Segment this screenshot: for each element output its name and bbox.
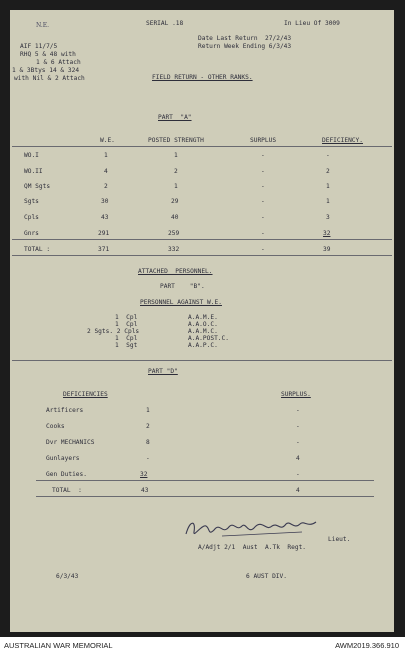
col-we: W.E. bbox=[100, 137, 115, 144]
table-bottom-rule bbox=[12, 255, 392, 256]
row-posted: 1 bbox=[174, 152, 178, 159]
part-d-total-rule bbox=[36, 480, 374, 481]
row-posted: 2 bbox=[174, 168, 178, 175]
part-d-deficiency: 2 bbox=[146, 423, 150, 430]
row-we: 30 bbox=[101, 198, 109, 205]
archive-name: AUSTRALIAN WAR MEMORIAL bbox=[4, 641, 113, 650]
attached-unit: A.A.M.C. bbox=[188, 328, 218, 335]
part-a-label: PART "A" bbox=[158, 114, 192, 121]
total-posted: 332 bbox=[168, 246, 180, 253]
part-d-item: Cooks bbox=[46, 423, 65, 430]
col-deficiency: DEFICIENCY. bbox=[322, 137, 363, 144]
row-deficiency: 3 bbox=[326, 214, 330, 221]
col-posted: POSTED STRENGTH bbox=[148, 137, 204, 144]
part-b-label: PART "B". bbox=[160, 283, 205, 290]
total-deficiency: 39 bbox=[323, 246, 331, 253]
part-d-deficiency: 1 bbox=[146, 407, 150, 414]
part-d-surplus: 4 bbox=[296, 455, 300, 462]
row-deficiency: 2 bbox=[326, 168, 330, 175]
row-surplus: - bbox=[261, 168, 265, 175]
attached-qty: 1 Cpl bbox=[115, 335, 138, 342]
part-d-total-label: TOTAL : bbox=[52, 487, 82, 494]
row-surplus: - bbox=[261, 183, 265, 190]
table-top-rule bbox=[12, 146, 392, 147]
date-last-return: Date Last Return 27/2/43 bbox=[198, 35, 292, 42]
unit-line-5: with Nil & 2 Attach bbox=[14, 75, 85, 82]
surplus-heading: SURPLUS. bbox=[281, 391, 311, 398]
part-d-total-surplus: 4 bbox=[296, 487, 300, 494]
part-d-deficiency: 8 bbox=[146, 439, 150, 446]
row-posted: 40 bbox=[171, 214, 179, 221]
row-surplus: - bbox=[261, 214, 265, 221]
unit-line-3: 1 & 6 Attach bbox=[36, 59, 81, 66]
personnel-against-we: PERSONNEL AGAINST W.E. bbox=[140, 299, 222, 306]
col-surplus: SURPLUS bbox=[250, 137, 277, 144]
attached-qty: 2 Sgts. 2 Cpls bbox=[87, 328, 140, 335]
serial-number: SERIAL .18 bbox=[146, 20, 184, 27]
row-posted: 1 bbox=[174, 183, 178, 190]
total-we: 371 bbox=[98, 246, 110, 253]
unit-line-4: 1 & 3Btys 14 & 324 bbox=[12, 67, 80, 74]
attached-unit: A.A.O.C. bbox=[188, 321, 218, 328]
total-label: TOTAL : bbox=[24, 246, 51, 253]
row-we: 43 bbox=[101, 214, 109, 221]
part-d-bottom-rule bbox=[36, 496, 374, 497]
attached-unit: A.A.POST.C. bbox=[188, 335, 229, 342]
row-surplus: - bbox=[261, 198, 265, 205]
part-d-label: PART "D" bbox=[148, 368, 178, 375]
part-d-surplus: - bbox=[296, 439, 300, 446]
accession-number: AWM2019.366.910 bbox=[335, 641, 399, 650]
bottom-division: 6 AUST DIV. bbox=[246, 573, 287, 580]
unit-line-2: RHQ 5 & 48 with bbox=[20, 51, 76, 58]
deficiencies-heading: DEFICIENCIES bbox=[63, 391, 108, 398]
document-title: FIELD RETURN - OTHER RANKS. bbox=[152, 74, 253, 81]
document-page bbox=[10, 10, 394, 632]
row-surplus: - bbox=[261, 230, 265, 237]
part-d-surplus: - bbox=[296, 407, 300, 414]
row-surplus: - bbox=[261, 152, 265, 159]
part-d-surplus: - bbox=[296, 423, 300, 430]
row-rank: WO.II bbox=[24, 168, 43, 175]
signatory-appointment: A/Adjt 2/1 Aust A.Tk Regt. bbox=[198, 544, 307, 551]
return-week-ending: Return Week Ending 6/3/43 bbox=[198, 43, 292, 50]
bottom-date: 6/3/43 bbox=[56, 573, 79, 580]
total-rule bbox=[12, 239, 392, 240]
attached-unit: A.A.P.C. bbox=[188, 342, 218, 349]
row-we: 291 bbox=[98, 230, 110, 237]
row-rank: WO.I bbox=[24, 152, 39, 159]
part-d-total-deficiency: 43 bbox=[141, 487, 149, 494]
row-we: 4 bbox=[104, 168, 108, 175]
part-d-item: Gunlayers bbox=[46, 455, 80, 462]
row-posted: 29 bbox=[171, 198, 179, 205]
row-rank: Gnrs bbox=[24, 230, 39, 237]
part-d-item: Gen Duties. bbox=[46, 471, 87, 478]
row-posted: 259 bbox=[168, 230, 180, 237]
attached-qty: 1 Sgt bbox=[115, 342, 138, 349]
part-d-item: Artificers bbox=[46, 407, 84, 414]
part-d-item: Dvr MECHANICS bbox=[46, 439, 95, 446]
row-rank: Cpls bbox=[24, 214, 39, 221]
row-rank: QM Sgts bbox=[24, 183, 51, 190]
attached-unit: A.A.M.E. bbox=[188, 314, 218, 321]
row-deficiency: 1 bbox=[326, 198, 330, 205]
row-we: 1 bbox=[104, 152, 108, 159]
signatory-rank: Lieut. bbox=[328, 536, 351, 543]
section-divider bbox=[12, 360, 392, 361]
row-rank: Sgts bbox=[24, 198, 39, 205]
unit-line-1: AIF 11/7/5 bbox=[20, 43, 58, 50]
lieu-of: In Lieu Of 3009 bbox=[284, 20, 340, 27]
handwritten-signature bbox=[182, 512, 322, 542]
part-d-surplus: - bbox=[296, 471, 300, 478]
attached-qty: 1 Cpl bbox=[115, 321, 138, 328]
total-surplus: - bbox=[261, 246, 265, 253]
stamp-mark: N.E. bbox=[36, 22, 50, 29]
row-we: 2 bbox=[104, 183, 108, 190]
attached-title: ATTACHED PERSONNEL. bbox=[138, 268, 213, 275]
row-deficiency: 1 bbox=[326, 183, 330, 190]
row-deficiency: 32 bbox=[323, 230, 331, 237]
attached-qty: 1 Cpl bbox=[115, 314, 138, 321]
part-d-deficiency: - bbox=[146, 455, 150, 462]
part-d-deficiency: 32 bbox=[140, 471, 148, 478]
archive-footer bbox=[0, 637, 405, 653]
row-deficiency: - bbox=[326, 152, 330, 159]
